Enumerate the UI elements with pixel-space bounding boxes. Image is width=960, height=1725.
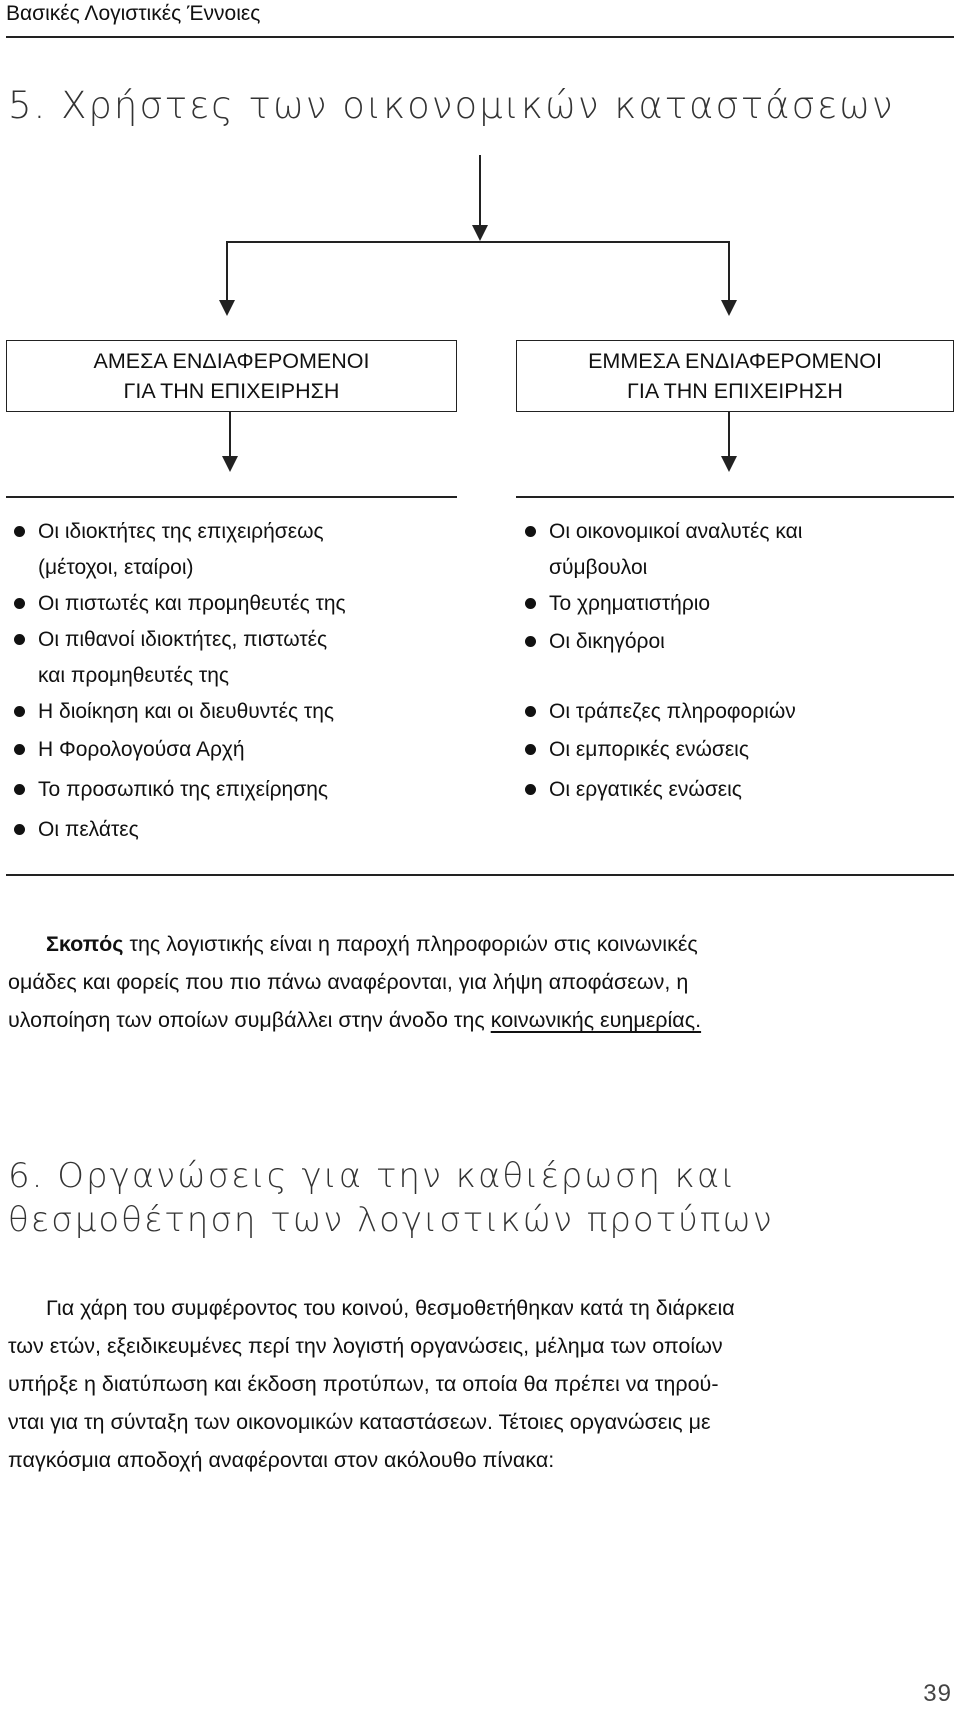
section-6-line-1: Για χάρη του συμφέροντος του κοινού, θεσμοθετήθηκαν κατά τη διάρκεια — [46, 1296, 735, 1320]
bullet-icon — [14, 706, 25, 717]
direct-stakeholders-line-2: ΓΙΑ ΤΗΝ ΕΠΙΧΕΙΡΗΣΗ — [123, 379, 340, 403]
indirect-stakeholders-line-2: ΓΙΑ ΤΗΝ ΕΠΙΧΕΙΡΗΣΗ — [627, 379, 843, 403]
section-6-title-line-2: θεσμοθέτηση των λογιστικών προτύπων — [8, 1200, 774, 1240]
top-arrowhead — [472, 225, 488, 241]
running-header: Βασικές Λογιστικές Έννοιες — [6, 2, 261, 25]
purpose-line-3 — [8, 1008, 701, 1033]
left-branch-arrowhead — [219, 300, 235, 316]
left-down-arrowhead — [222, 456, 238, 472]
section-6-line-3: υπήρξε η διατύπωση και έκδοση προτύπων, τα οποία θα πρέπει να τηρού- — [8, 1372, 719, 1396]
branch-line — [226, 241, 730, 243]
header-rule — [6, 36, 954, 38]
left-down-line — [229, 412, 231, 458]
bullet-icon — [525, 784, 536, 795]
section-6-line-4: νται για τη σύνταξη των οικονομικών καταστάσεων. Τέτοιες οργανώσεις με — [8, 1410, 711, 1434]
direct-stakeholders-box — [6, 340, 457, 412]
page-number: 39 — [923, 1680, 952, 1707]
right-branch-line — [728, 241, 730, 301]
indirect-stakeholders-box — [516, 340, 954, 412]
right-branch-arrowhead — [721, 300, 737, 316]
bullet-icon — [525, 744, 536, 755]
section-6-title — [8, 1154, 774, 1242]
section-6-line-2: των ετών, εξειδικευμένες περί την λογιστή οργανώσεις, μέλημα των οποίων — [8, 1334, 723, 1358]
purpose-underlined-text: κοινωνικής ευημερίας. — [490, 1008, 702, 1032]
purpose-line-2: ομάδες και φορείς που πιο πάνω αναφέρονται, για λήψη αποφάσεων, η — [8, 970, 689, 994]
left-branch-line — [226, 241, 228, 301]
bullet-icon — [14, 824, 25, 835]
bullet-icon — [14, 598, 25, 609]
section-6-line-5: παγκόσμια αποδοχή αναφέρονται στον ακόλουθο πίνακα: — [8, 1448, 555, 1472]
diagram-bottom-rule — [6, 874, 954, 876]
purpose-bold-word: Σκοπός — [46, 932, 124, 956]
bullet-icon — [14, 784, 25, 795]
purpose-line-1-text: της λογιστικής είναι η παροχή πληροφοριών στις κοινωνικές — [129, 932, 698, 956]
purpose-line-3-text: υλοποίηση των οποίων συμβάλλει στην άνοδο της — [8, 1008, 491, 1032]
right-down-line — [728, 412, 730, 458]
bullet-icon — [14, 744, 25, 755]
purpose-line-1 — [46, 932, 698, 957]
bullet-icon — [525, 598, 536, 609]
bullet-icon — [14, 634, 25, 645]
left-column-rule — [6, 496, 457, 498]
section-5-title: 5. Χρήστες των οικονομικών καταστάσεων — [8, 84, 895, 127]
bullet-icon — [525, 636, 536, 647]
section-6-title-line-1: 6. Οργανώσεις για την καθιέρωση και — [8, 1156, 737, 1196]
bullet-icon — [14, 526, 25, 537]
top-stem-line — [479, 155, 481, 225]
bullet-icon — [525, 706, 536, 717]
indirect-stakeholders-line-1: ΕΜΜΕΣΑ ΕΝΔΙΑΦΕΡΟΜΕΝΟΙ — [588, 349, 882, 373]
direct-stakeholders-line-1: ΑΜΕΣΑ ΕΝΔΙΑΦΕΡΟΜΕΝΟΙ — [93, 349, 370, 373]
right-column-rule — [516, 496, 954, 498]
bullet-icon — [525, 526, 536, 537]
right-down-arrowhead — [721, 456, 737, 472]
